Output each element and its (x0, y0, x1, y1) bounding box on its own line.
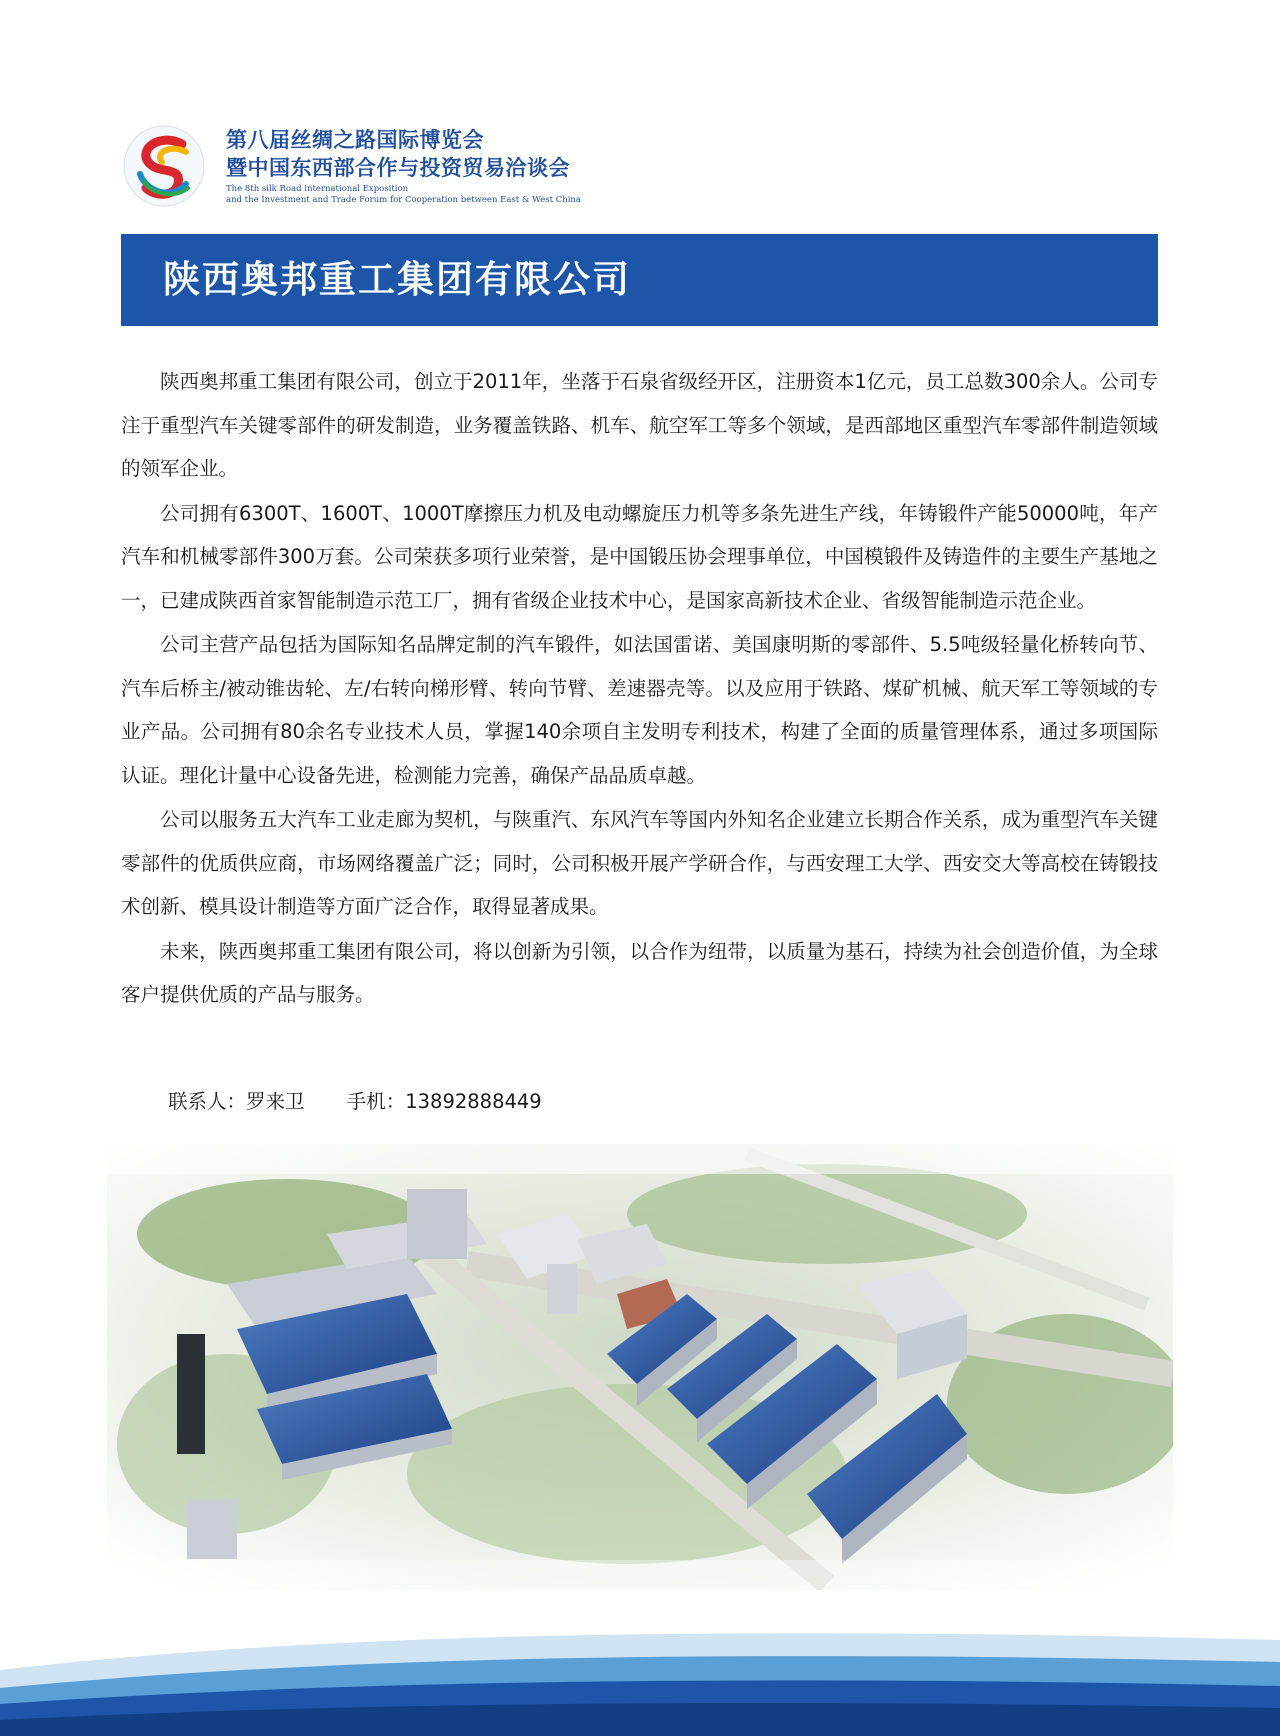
paragraph-cooperation: 公司以服务五大汽车工业走廊为契机，与陕重汽、东风汽车等国内外知名企业建立长期合作关系，成为重型汽车关键零部件的优质供应商，市场网络覆盖广泛；同时，公司积极开展产学研合作，与西安理工大学、西安交大等高校在铸锻技术创新、模具设计制造等方面广泛合作，取得显著成果。 (121, 808, 1158, 918)
expo-english-title (226, 184, 581, 206)
factory-aerial-rendering (107, 1144, 1173, 1590)
contact-phone: 手机：13892888449 (346, 1090, 542, 1113)
expo-title (226, 126, 570, 182)
expo-en-line1: The 8th silk Road international Exposition (226, 184, 409, 194)
company-title-bar (121, 234, 1158, 326)
expo-header (120, 118, 680, 214)
contact-info (168, 1082, 542, 1122)
expo-en-line2: and the Investment and Trade Forum for Cooperation between East & West China (226, 195, 581, 205)
paragraph-products: 公司主营产品包括为国际知名品牌定制的汽车锻件，如法国雷诺、美国康明斯的零部件、5.5吨级轻量化桥转向节、汽车后桥主/被动锥齿轮、左/右转向梯形臂、转向节臂、差速器壳等。以及应用于铁路、煤矿机械、航天军工等领域的专业产品。公司拥有80余名专业技术人员，掌握140余项自主发明专利技术，构建了全面的质量管理体系，通过多项国际认证。理化计量中心设备先进，检测能力完善，确保产品品质卓越。 (121, 633, 1158, 787)
footer-wave-decoration (0, 1600, 1280, 1736)
paragraph-intro: 陕西奥邦重工集团有限公司，创立于2011年，坐落于石泉省级经开区，注册资本1亿元，员工总数300余人。公司专注于重型汽车关键零部件的研发制造，业务覆盖铁路、机车、航空军工等多个领域，是西部地区重型汽车零部件制造领域的领军企业。 (121, 370, 1158, 480)
contact-person: 联系人：罗来卫 (168, 1090, 305, 1113)
company-name: 陕西奥邦重工集团有限公司 (163, 258, 631, 301)
expo-title-line2: 暨中国东西部合作与投资贸易洽谈会 (226, 156, 570, 180)
silk-road-expo-logo-icon (120, 122, 208, 210)
paragraph-capacity: 公司拥有6300T、1600T、1000T摩擦压力机及电动螺旋压力机等多条先进生产线，年铸锻件产能50000吨，年产汽车和机械零部件300万套。公司荣获多项行业荣誉，是中国锻压协会理事单位，中国模锻件及铸造件的主要生产基地之一，已建成陕西首家智能制造示范工厂，拥有省级企业技术中心，是国家高新技术企业、省级智能制造示范企业。 (121, 501, 1158, 612)
company-description (121, 360, 1158, 1018)
paragraph-future: 未来，陕西奥邦重工集团有限公司，将以创新为引领，以合作为纽带，以质量为基石，持续为社会创造价值，为全球客户提供优质的产品与服务。 (121, 939, 1158, 1006)
expo-title-line1: 第八届丝绸之路国际博览会 (226, 128, 484, 152)
